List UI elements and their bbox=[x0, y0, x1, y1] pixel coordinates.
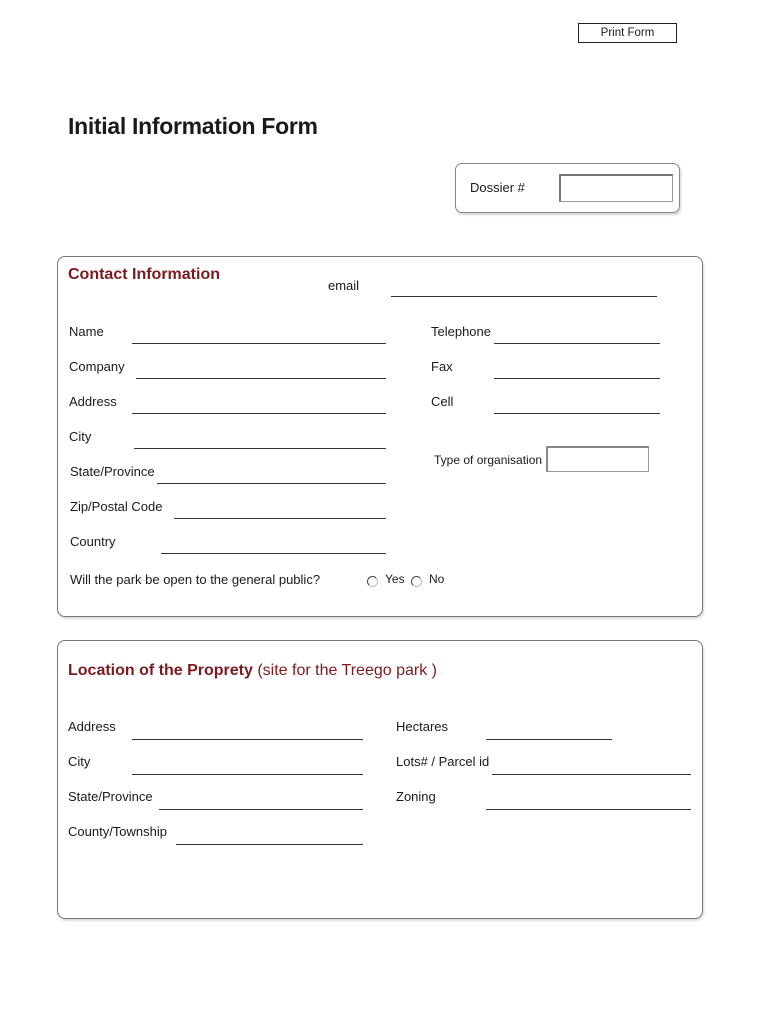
yes-radio[interactable] bbox=[367, 576, 378, 587]
lots-label: Lots# / Parcel id bbox=[396, 754, 490, 769]
location-city-label: City bbox=[68, 754, 91, 769]
fax-label: Fax bbox=[431, 359, 453, 374]
company-field[interactable] bbox=[136, 378, 386, 379]
zip-field[interactable] bbox=[174, 518, 386, 519]
county-field[interactable] bbox=[176, 844, 363, 845]
org-type-label: Type of organisation bbox=[434, 453, 543, 467]
city-label: City bbox=[69, 429, 92, 444]
dossier-label: Dossier # bbox=[470, 180, 525, 195]
print-form-button[interactable]: Print Form bbox=[578, 23, 677, 43]
lots-field[interactable] bbox=[492, 774, 691, 775]
county-label: County/Township bbox=[68, 824, 167, 839]
location-city-field[interactable] bbox=[132, 774, 363, 775]
state-label: State/Province bbox=[70, 464, 155, 479]
zoning-field[interactable] bbox=[486, 809, 691, 810]
location-state-label: State/Province bbox=[68, 789, 153, 804]
org-type-input[interactable] bbox=[546, 446, 649, 472]
no-label: No bbox=[429, 572, 445, 586]
country-field[interactable] bbox=[161, 553, 386, 554]
form-title: Initial Information Form bbox=[68, 113, 318, 139]
name-label: Name bbox=[69, 324, 104, 339]
telephone-label: Telephone bbox=[431, 324, 491, 339]
location-section bbox=[57, 640, 703, 919]
company-label: Company bbox=[69, 359, 125, 374]
state-field[interactable] bbox=[157, 483, 386, 484]
yes-label: Yes bbox=[385, 572, 405, 586]
public-question: Will the park be open to the general public? bbox=[70, 572, 321, 587]
zip-label: Zip/Postal Code bbox=[70, 499, 163, 514]
city-field[interactable] bbox=[134, 448, 386, 449]
cell-field[interactable] bbox=[494, 413, 660, 414]
location-heading: Location of the Proprety (site for the Treego park ) bbox=[68, 662, 437, 679]
address-field[interactable] bbox=[132, 413, 386, 414]
location-state-field[interactable] bbox=[159, 809, 363, 810]
contact-section bbox=[57, 256, 703, 617]
email-label: email bbox=[328, 278, 360, 293]
fax-field[interactable] bbox=[494, 378, 660, 379]
name-field[interactable] bbox=[132, 343, 386, 344]
address-label: Address bbox=[69, 394, 117, 409]
cell-label: Cell bbox=[431, 394, 454, 409]
country-label: Country bbox=[70, 534, 116, 549]
dossier-input[interactable] bbox=[559, 174, 673, 202]
location-address-field[interactable] bbox=[132, 739, 363, 740]
hectares-field[interactable] bbox=[486, 739, 612, 740]
zoning-label: Zoning bbox=[396, 789, 436, 804]
telephone-field[interactable] bbox=[494, 343, 660, 344]
contact-heading: Contact Information bbox=[68, 266, 220, 283]
email-field[interactable] bbox=[391, 296, 657, 297]
no-radio[interactable] bbox=[411, 576, 422, 587]
hectares-label: Hectares bbox=[396, 719, 449, 734]
dossier-panel bbox=[455, 163, 680, 213]
location-address-label: Address bbox=[68, 719, 116, 734]
